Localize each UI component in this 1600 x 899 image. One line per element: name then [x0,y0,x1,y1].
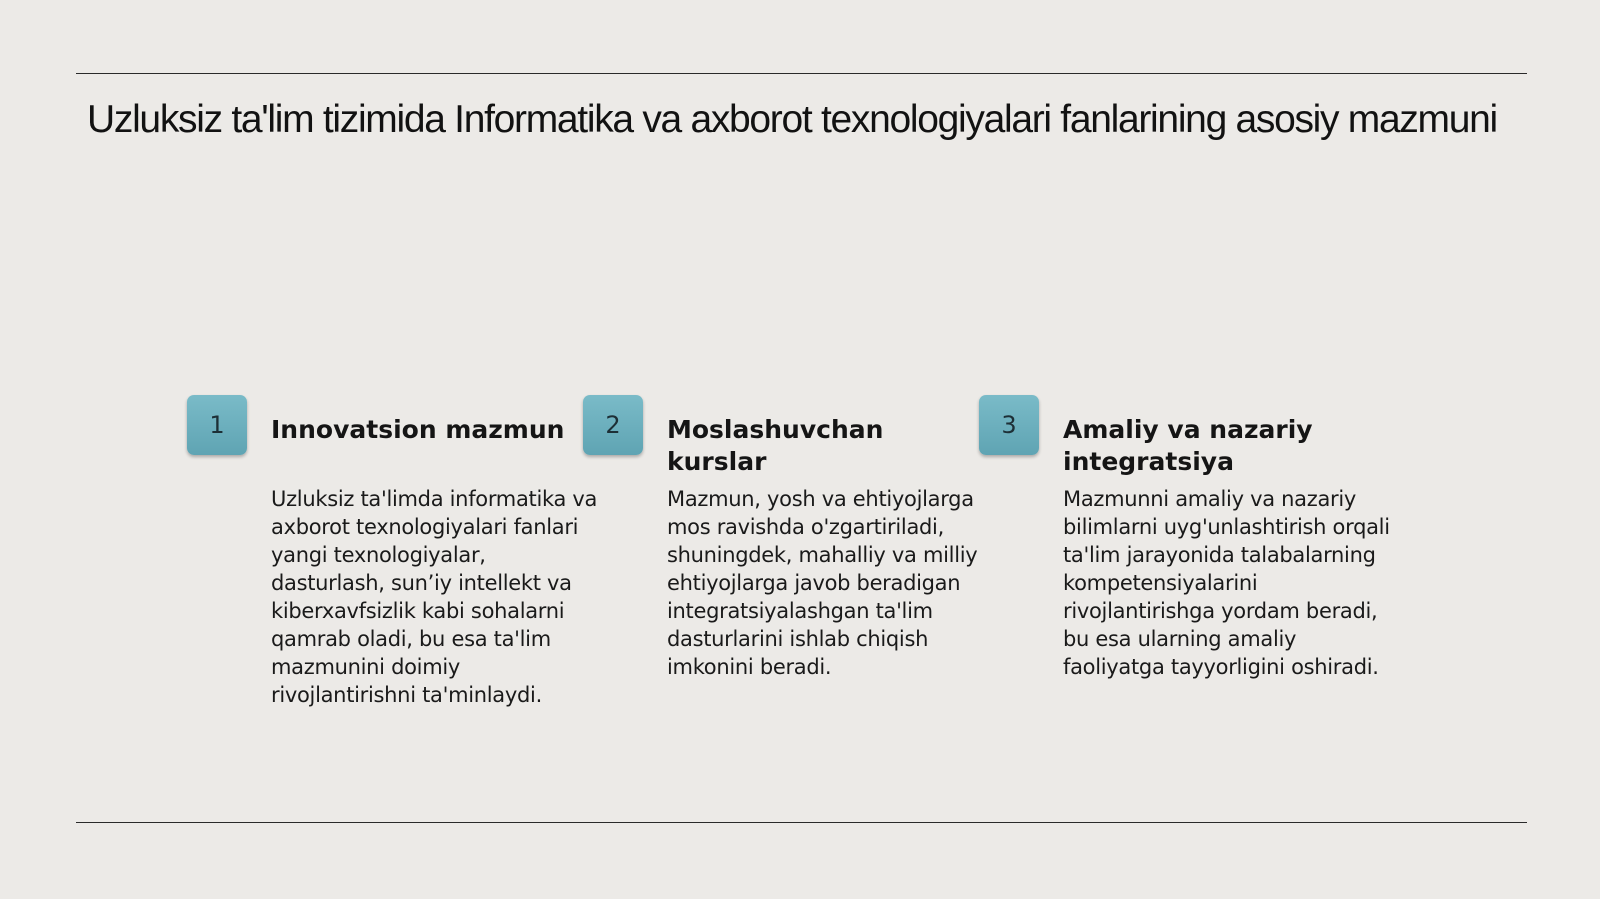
step-card-3 [979,395,1390,755]
step-description: Mazmunni amaliy va nazariy bilimlarni uyg'unlashtirish orqali ta'lim jarayonida talabalarning kompetensiyalarini rivojlantirishga yordam beradi, bu esa ularning amaliy faoliyatga tayyorligini oshiradi. [1063,487,1390,679]
step-title: Innovatsion mazmun [271,415,565,444]
step-title: Amaliy va nazariy integratsiya [1063,415,1313,476]
step-number: 2 [605,411,621,439]
step-card-1 [187,395,598,755]
step-number: 1 [209,411,225,439]
step-number: 3 [1001,411,1017,439]
step-number-badge [187,395,247,455]
top-divider [76,73,1527,74]
step-title: Moslashuvchan kurslar [667,415,884,476]
slide-title: Uzluksiz ta'lim tizimida Informatika va axborot texnologiyalari fanlarining asosiy mazmuni [87,98,1497,141]
step-description: Uzluksiz ta'limda informatika va axborot texnologiyalari fanlari yangi texnologiyalar, dasturlash, sun’iy intellekt va kiberxavfsizlik kabi sohalarni qamrab oladi, bu esa ta'lim mazmunini doimiy rivojlantirishni ta'minlaydi. [271,487,598,707]
bottom-divider [76,822,1527,823]
step-number-badge [583,395,643,455]
step-card-2 [583,395,979,755]
step-description: Mazmun, yosh va ehtiyojlarga mos ravishda o'zgartiriladi, shuningdek, mahalliy va milliy ehtiyojlarga javob beradigan integratsiyalashgan ta'lim dasturlarini ishlab chiqish imkonini beradi. [667,487,978,679]
step-number-badge [979,395,1039,455]
